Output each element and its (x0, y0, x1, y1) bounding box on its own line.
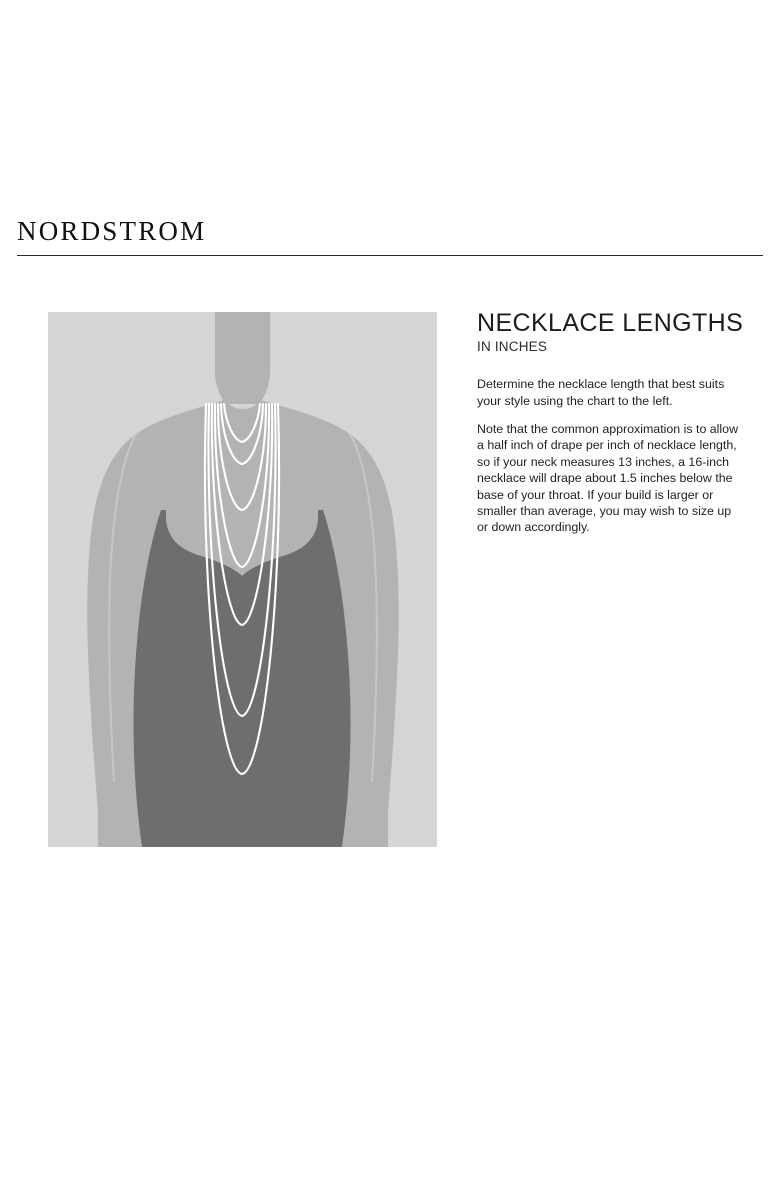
necklace-length-diagram (48, 312, 437, 847)
header-divider (17, 255, 763, 256)
figure-illustration (48, 312, 437, 847)
page-subtitle: IN INCHES (477, 339, 548, 355)
page-title: NECKLACE LENGTHS (477, 309, 744, 337)
nordstrom-wordmark: NORDSTROM (17, 216, 207, 246)
drape-note-paragraph: Note that the common approximation is to allow a half inch of drape per inch of necklace length, so if your neck measures 13 inches, a 16-inch necklace will drape about 1.5 inches below the base of your throat. If your build is larger or smaller than average, you may wish to size up or down accordingly. (477, 422, 739, 535)
info-column (477, 310, 745, 536)
brand-header (0, 216, 780, 260)
intro-paragraph: Determine the necklace length that best suits your style using the chart to the left. (477, 377, 725, 408)
